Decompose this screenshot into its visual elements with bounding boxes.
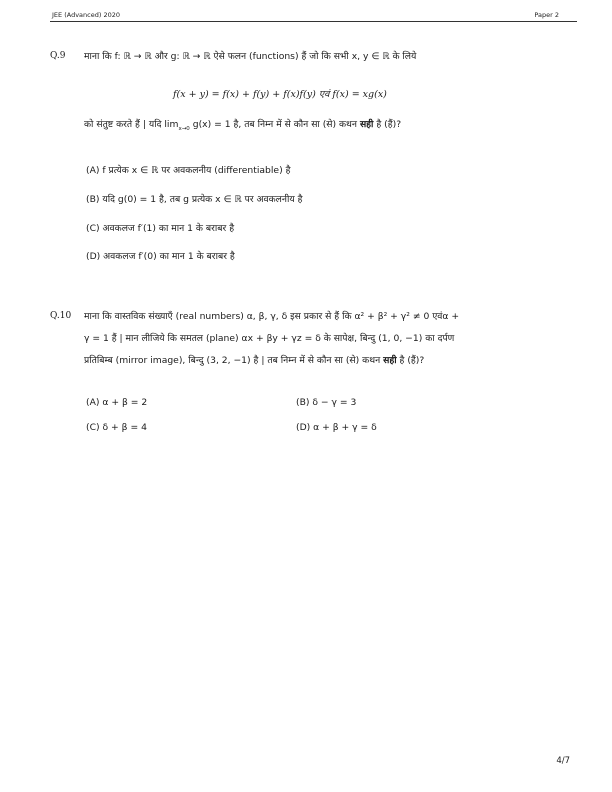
question-10-option-b: (B) δ − γ = 3 (296, 397, 357, 408)
question-10-option-d: (D) α + β + γ = δ (296, 422, 377, 433)
header-divider (50, 21, 577, 22)
question-9-option-c: (C) अवकलज f′(1) का मान 1 के बराबर है (86, 223, 235, 234)
question-10-number: Q.10 (50, 311, 72, 321)
question-9-line-3-mid: g(x) = 1 है, तब निम्न में से कौन सा (से) कथन (189, 119, 360, 130)
question-9-line-3-pre: को संतुष्ट करते हैं | यदि lim (84, 119, 179, 130)
question-10-line-3-post: है (हैं)? (396, 355, 425, 366)
question-10-line-3 (84, 356, 424, 365)
question-10-option-c: (C) δ + β = 4 (86, 422, 147, 433)
question-10-line-1: माना कि वास्तविक संख्याएँ (real numbers) α, β, γ, δ इस प्रकार से हैं कि α² + β² + γ² ≠ 0 एवंα + (84, 311, 460, 322)
question-9-option-a: (A) f प्रत्येक x ∈ ℝ पर अवकलनीय (differentiable) है (86, 165, 291, 176)
header-exam-title: JEE (Advanced) 2020 (52, 11, 120, 19)
question-9-emphasis: सही (359, 119, 374, 130)
question-9-number: Q.9 (50, 51, 66, 61)
page-number: 4/7 (556, 756, 570, 766)
question-9-equation: f(x + y) = f(x) + f(y) + f(x)f(y) एवं f(x) = xg(x) (173, 89, 387, 100)
question-9-line-1: माना कि f: ℝ → ℝ और g: ℝ → ℝ ऐसे फलन (functions) हैं जो कि सभी x, y ∈ ℝ के लिये (84, 51, 417, 62)
question-10-line-3-pre: प्रतिबिम्ब (mirror image), बिन्दु (3, 2, −1) है | तब निम्न में से कौन सा (से) कथन (84, 355, 384, 366)
question-10-line-2: γ = 1 हैं | मान लीजिये कि समतल (plane) αx + βy + γz = δ के सापेक्ष, बिन्दु (1, 0, −1) का दर्पण (84, 333, 455, 344)
question-9-option-d: (D) अवकलज f′(0) का मान 1 के बराबर है (86, 251, 235, 262)
question-10-emphasis: सही (383, 355, 397, 366)
question-9-line-3-post: है (हैं)? (373, 119, 402, 130)
question-9-limit-subscript: x→0 (178, 125, 190, 132)
question-10-option-a: (A) α + β = 2 (86, 397, 148, 408)
question-9-option-b: (B) यदि g(0) = 1 है, तब g प्रत्येक x ∈ ℝ पर अवकलनीय है (86, 194, 303, 205)
header-paper-label: Paper 2 (534, 11, 559, 19)
question-9-line-3 (84, 120, 401, 132)
